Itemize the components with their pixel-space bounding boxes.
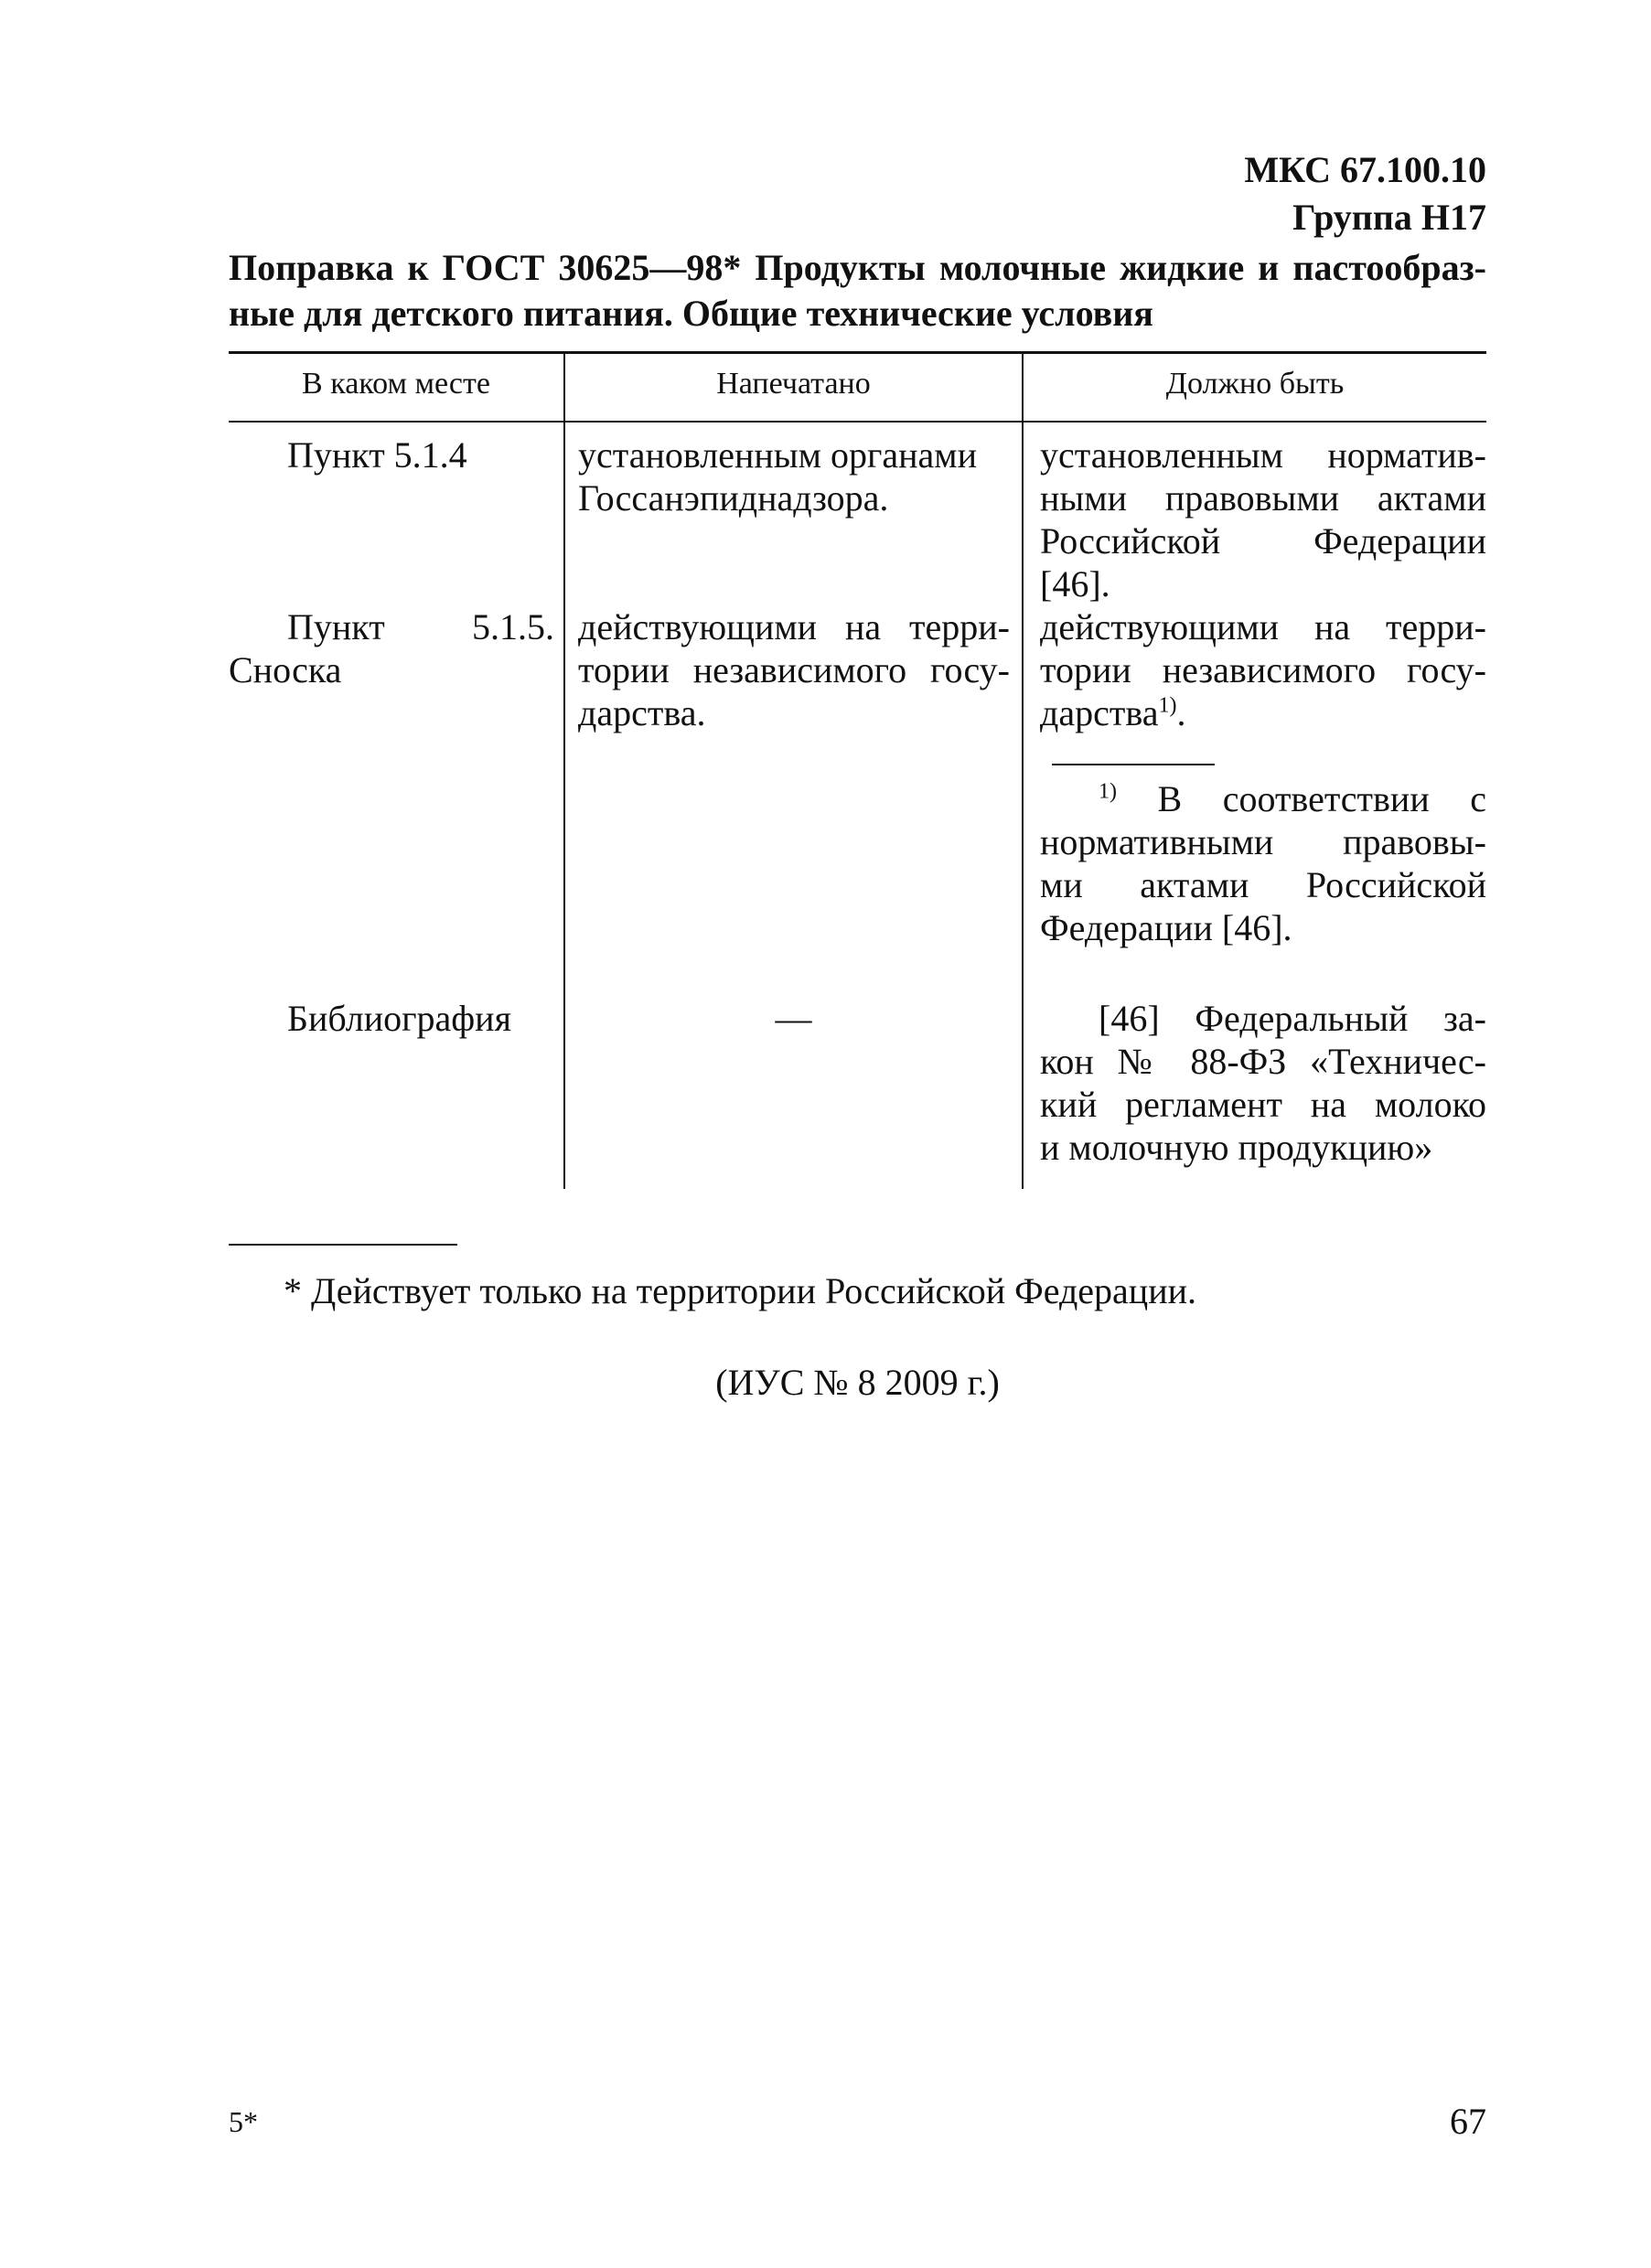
star-footnote: * Действует только на территории Российской Федерации.	[284, 1270, 1197, 1311]
row1-printed: установленным органами Госсанэпиднадзора.	[578, 434, 977, 519]
footnote-marker: 1)	[1099, 779, 1117, 804]
title-line-1: Поправка к ГОСТ 30625—98* Продукты молочные жидкие и пастообраз-	[229, 247, 1486, 288]
row3-should-be: [46] Федеральный за- кон № 88-ФЗ «Техничес- кий регламент на молоко и молочную продукцию»	[1040, 998, 1486, 1168]
mks-code: МКС 67.100.10	[1244, 149, 1486, 190]
row2-should-be: действующими на терри- тории независимого госу- дарства$^{1)}$.	[1040, 606, 1486, 733]
footnote-reference: 1)	[1158, 693, 1177, 718]
document-title	[229, 245, 1486, 337]
classification-block	[1244, 146, 1486, 241]
group-code: Группа Н17	[1292, 197, 1486, 238]
title-line-2: ные для детского питания. Общие технические условия	[229, 293, 1153, 334]
table-header-rule	[229, 421, 1486, 423]
table-top-rule	[229, 351, 1486, 354]
row1-should-be: установленным норматив- ными правовыми актами Российской Федерации [46].	[1040, 434, 1486, 604]
footnote-rule	[1052, 764, 1215, 765]
header-printed: Напечатано	[716, 367, 871, 401]
row3-printed: —	[775, 998, 812, 1039]
footnoted-word: дарства	[1040, 692, 1159, 733]
row2-printed: действующими на терри- тории независимого госу- дарства.	[578, 606, 1010, 733]
signature-mark: 5*	[229, 2105, 258, 2138]
row3-place: Библиография	[287, 998, 511, 1039]
header-place: В каком месте	[302, 367, 490, 401]
star-footnote-rule	[229, 1244, 457, 1246]
page-number: 67	[1450, 2101, 1486, 2142]
footnote-text: $^{1)}$ В соответствии с нормативными правовы- ми актами Российской Федерации [46].	[1040, 778, 1486, 948]
row2-place: Пункт 5.1.5. Сноска	[229, 606, 554, 690]
column-divider-1	[563, 353, 565, 1189]
column-divider-2	[1022, 353, 1024, 1189]
ius-reference: (ИУС № 8 2009 г.)	[715, 1362, 1000, 1403]
header-should-be: Должно быть	[1165, 367, 1345, 401]
row1-place: Пункт 5.1.4	[287, 434, 467, 476]
